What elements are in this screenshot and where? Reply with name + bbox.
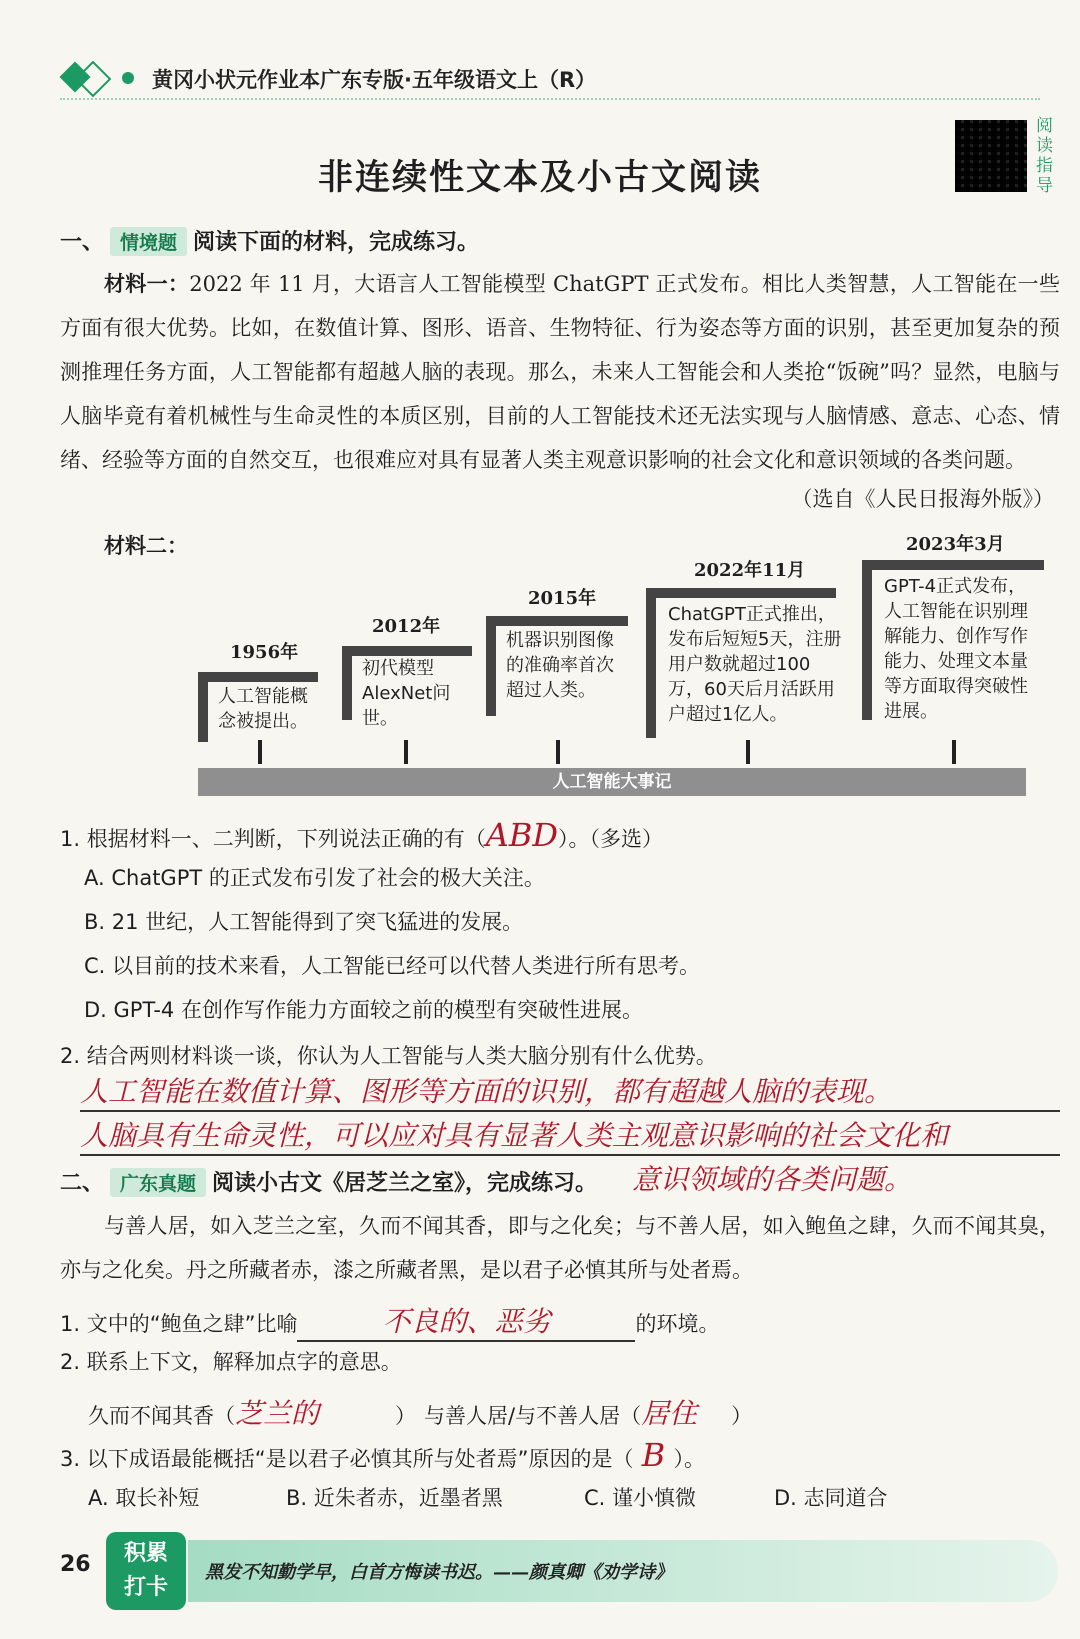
page-title: 非连续性文本及小古文阅读 (317, 158, 762, 198)
dot-icon (122, 72, 134, 84)
s2-question-2a (88, 1392, 416, 1432)
event-year: 2022年11月 (694, 560, 806, 581)
question-1-answer[interactable]: ABD (485, 816, 558, 854)
s2-question-2a-suffix: ） (395, 1404, 416, 1428)
footer-badge (106, 1532, 186, 1610)
s2-question-3-answer[interactable]: B (641, 1436, 666, 1474)
s2-question-1 (60, 1300, 719, 1342)
option-a: A. ChatGPT 的正式发布引发了社会的极大关注。 (84, 866, 545, 890)
section1-instruction: 阅读下面的材料，完成练习。 (193, 230, 480, 255)
s2-question-1-prefix: 1. 文中的“鲍鱼之肆”比喻 (60, 1312, 298, 1336)
material1-text: 2022 年 11 月，大语言人工智能模型 ChatGPT 正式发布。相比人类智慧，人工智能在一些方面有很大优势。比如，在数值计算、图形、语音、生物特征、行为姿态等方面的识别，甚至更加复杂的预测推理任务方面，人工智能都有超越人脑的表现。那么，未来人工智能会和人类抢“饭碗”吗？显然，电脑与人脑毕竟有着机械性与生命灵性的本质区别，目前的人工智能技术还无法实现与人脑情感、意志、心态、情绪、经验等方面的自然交互，也很难应对具有显著人类主观意识影响的社会文化和意识领域的各类问题。 (60, 272, 1060, 472)
question-2: 2. 结合两则材料谈一谈，你认为人工智能与人类大脑分别有什么优势。 (60, 1044, 717, 1068)
event-year: 2012年 (372, 616, 441, 637)
s2-question-3-suffix: ）。 (673, 1447, 705, 1471)
timeline-tick (258, 740, 262, 764)
section2-number: 二、 (60, 1171, 105, 1196)
footer-badge-line1: 积累 (123, 1541, 168, 1566)
timeline-label: 人工智能大事记 (552, 772, 672, 792)
event-year: 1956年 (230, 642, 299, 663)
material2-label: 材料二： (104, 534, 188, 558)
s2-question-1-suffix: 的环境。 (635, 1312, 720, 1336)
question-1-suffix: ）。（多选） (558, 827, 663, 851)
section1-heading (60, 225, 479, 256)
qr-label: 阅读指导 (1036, 116, 1053, 196)
timeline-tick (404, 740, 408, 764)
event-text: GPT-4正式发布，人工智能在识别理解能力、创作写作能力、处理文本量等方面取得突破性进展。 (884, 576, 1028, 722)
event-text: 人工智能概念被提出。 (218, 686, 308, 732)
s2-question-3 (60, 1436, 705, 1474)
option-d: D. GPT-4 在创作写作能力方面较之前的模型有突破性进展。 (84, 998, 643, 1022)
timeline-bar (198, 768, 1026, 796)
footer-quote: 黑发不知勤学早，白首方悔读书迟。——颜真卿《劝学诗》 (205, 1562, 673, 1583)
s2-option-a: A. 取长补短 (88, 1486, 200, 1510)
s2-question-2: 2. 联系上下文，解释加点字的意思。 (60, 1350, 402, 1374)
s2-question-1-answer[interactable]: 不良的、恶劣 (297, 1300, 635, 1342)
s2-question-3-prefix: 3. 以下成语最能概括“是以君子必慎其所与处者焉”原因的是（ (60, 1447, 634, 1471)
s2-question-2a-answer[interactable]: 芝兰的 (235, 1397, 320, 1430)
answer-line-2[interactable]: 人脑具有生命灵性，可以应对具有显著人类主观意识影响的社会文化和 (80, 1114, 1060, 1156)
question-1-prefix: 1. 根据材料一、二判断，下列说法正确的有（ (60, 827, 486, 851)
book-title: 黄冈小状元作业本广东专版·五年级语文上（R） (152, 68, 597, 92)
section2-tag: 广东真题 (110, 1168, 206, 1197)
event-text: 机器识别图像的准确率首次超过人类。 (506, 630, 614, 701)
event-year: 2015年 (528, 588, 597, 609)
question-1 (60, 816, 663, 854)
section1-tag: 情境题 (110, 227, 187, 256)
page-number: 26 (60, 1552, 91, 1577)
page-header (60, 62, 1040, 100)
s2-option-b: B. 近朱者赤，近墨者黑 (286, 1486, 503, 1510)
s2-question-2a-prefix: 久而不闻其香（ (88, 1404, 235, 1428)
classical-text: 与善人居，如入芝兰之室，久而不闻其香，即与之化矣；与不善人居，如入鲍鱼之肆，久而不闻其臭，亦与之化矣。丹之所藏者赤，漆之所藏者黑，是以君子必慎其所与处者焉。 (60, 1214, 1060, 1282)
s2-question-2b (424, 1392, 752, 1432)
material1-source: （选自《人民日报海外版》） (791, 487, 1054, 511)
section2-heading (60, 1166, 597, 1197)
material1-label: 材料一： (104, 271, 190, 296)
section1-number: 一、 (60, 230, 105, 255)
timeline-tick (556, 740, 560, 764)
option-b: B. 21 世纪，人工智能得到了突飞猛进的发展。 (84, 910, 524, 934)
event-text: ChatGPT正式推出，发布后短短5天，注册用户数就超过100万，60天后月活跃用户超过1亿人。 (668, 604, 842, 725)
material1 (60, 262, 1060, 482)
footer-badge-line2: 打卡 (123, 1575, 168, 1600)
answer-line-3[interactable]: 意识领域的各类问题。 (632, 1163, 913, 1196)
event-year: 2023年3月 (906, 534, 1005, 555)
s2-option-d: D. 志同道合 (774, 1486, 888, 1510)
s2-question-2b-prefix: 与善人居/与不善人居（ (424, 1404, 642, 1428)
section2-instruction: 阅读小古文《居芝兰之室》，完成练习。 (212, 1171, 598, 1196)
s2-option-c: C. 谨小慎微 (584, 1486, 697, 1510)
timeline-tick (952, 740, 956, 764)
s2-question-2b-answer[interactable]: 居住 (641, 1397, 698, 1430)
timeline-tick (746, 740, 750, 764)
s2-question-2b-suffix: ） (731, 1404, 753, 1428)
option-c: C. 以目前的技术来看，人工智能已经可以代替人类进行所有思考。 (84, 954, 701, 978)
event-text: 初代模型AlexNet问世。 (362, 658, 451, 729)
answer-line-1[interactable]: 人工智能在数值计算、图形等方面的识别，都有超越人脑的表现。 (80, 1070, 1060, 1112)
